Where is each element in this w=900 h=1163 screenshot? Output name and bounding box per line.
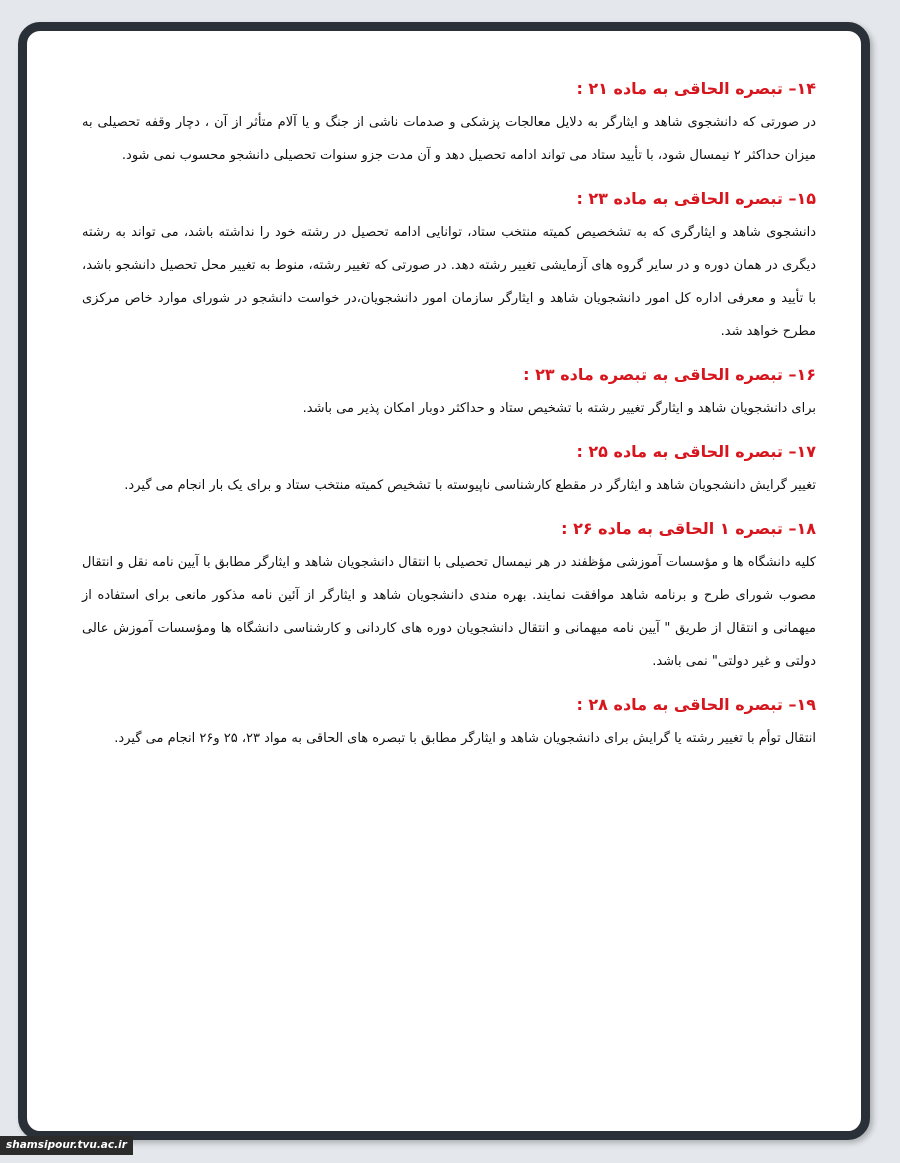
document-content: [82, 76, 816, 769]
section-heading: ۱۹– تبصره الحاقی به ماده ۲۸ :: [576, 695, 816, 714]
source-watermark: shamsipour.tvu.ac.ir: [0, 1136, 133, 1155]
section-body: تغییر گرایش دانشجویان شاهد و ایثارگر در مقطع کارشناسی ناپیوسته با تشخیص کمیته منتخب ستاد و برای یک بار انجام می گیرد.: [124, 478, 816, 493]
section-body: در صورتی که دانشجوی شاهد و ایثارگر به دلایل معالجات پزشکی و صدمات ناشی از جنگ و یا آلام متأثر از آن ، دچار وقفه تحصیلی به میزان حداکثر ۲ نیمسال شود، با تأیید ستاد می تواند ادامه تحصیل دهد و آن مدت جزو سنوات تحصیلی دانشجو محسوب نمی شود.: [82, 115, 816, 163]
section-body: دانشجوی شاهد و ایثارگری که به تشخصیص کمیته منتخب ستاد، توانایی ادامه تحصیل در رشته خود را نداشته باشد، می تواند به رشته دیگری در همان دوره و در سایر گروه های آزمایشی تغییر رشته دهد. در صورتی که تغییر رشته، منوط به تغییر محل تحصیل دانشجو باشد، با تأیید و معرفی اداره کل امور دانشجویان شاهد و ایثارگر سازمان امور دانشجویان،در خواست دانشجو در شورای موارد خاص مرکزی مطرح خواهد شد.: [82, 225, 816, 339]
section-body: برای دانشجویان شاهد و ایثارگر تغییر رشته با تشخیص ستاد و حداکثر دوبار امکان پذیر می باشد.: [302, 401, 816, 416]
page-frame: [18, 22, 870, 1140]
section-heading: ۱۸– تبصره ۱ الحاقی به ماده ۲۶ :: [561, 519, 816, 538]
section-16: [82, 362, 816, 425]
section-14: [82, 76, 816, 172]
section-15: [82, 186, 816, 348]
section-heading: ۱۴– تبصره الحاقی به ماده ۲۱ :: [576, 79, 816, 98]
section-19: [82, 692, 816, 755]
section-heading: ۱۷– تبصره الحاقی به ماده ۲۵ :: [576, 442, 816, 461]
section-body: کلیه دانشگاه ها و مؤسسات آموزشی مؤظفند در هر نیمسال تحصیلی با انتقال دانشجویان شاهد و ایثارگر مطابق با آیین نامه نقل و انتقال مصوب شورای طرح و برنامه شاهد موافقت نمایند. بهره مندی دانشجویان شاهد و ایثارگر از آئین نامه مذکور مانعی برای استفاده از میهمانی و انتقال از طریق " آیین نامه میهمانی و انتقال دانشجویان دوره های کاردانی و کارشناسی دانشگاه ها ومؤسسات آموزش عالی دولتی و غیر دولتی" نمی باشد.: [82, 555, 816, 669]
section-body: انتقال توأم با تغییر رشته یا گرایش برای دانشجویان شاهد و ایثارگر مطابق با تبصره های الحاقی به مواد ۲۳، ۲۵ و۲۶ انجام می گیرد.: [114, 731, 816, 746]
section-heading: ۱۵– تبصره الحاقی به ماده ۲۳ :: [576, 189, 816, 208]
section-17: [82, 439, 816, 502]
section-heading: ۱۶– تبصره الحاقی به تبصره ماده ۲۳ :: [523, 365, 816, 384]
section-18: [82, 516, 816, 678]
